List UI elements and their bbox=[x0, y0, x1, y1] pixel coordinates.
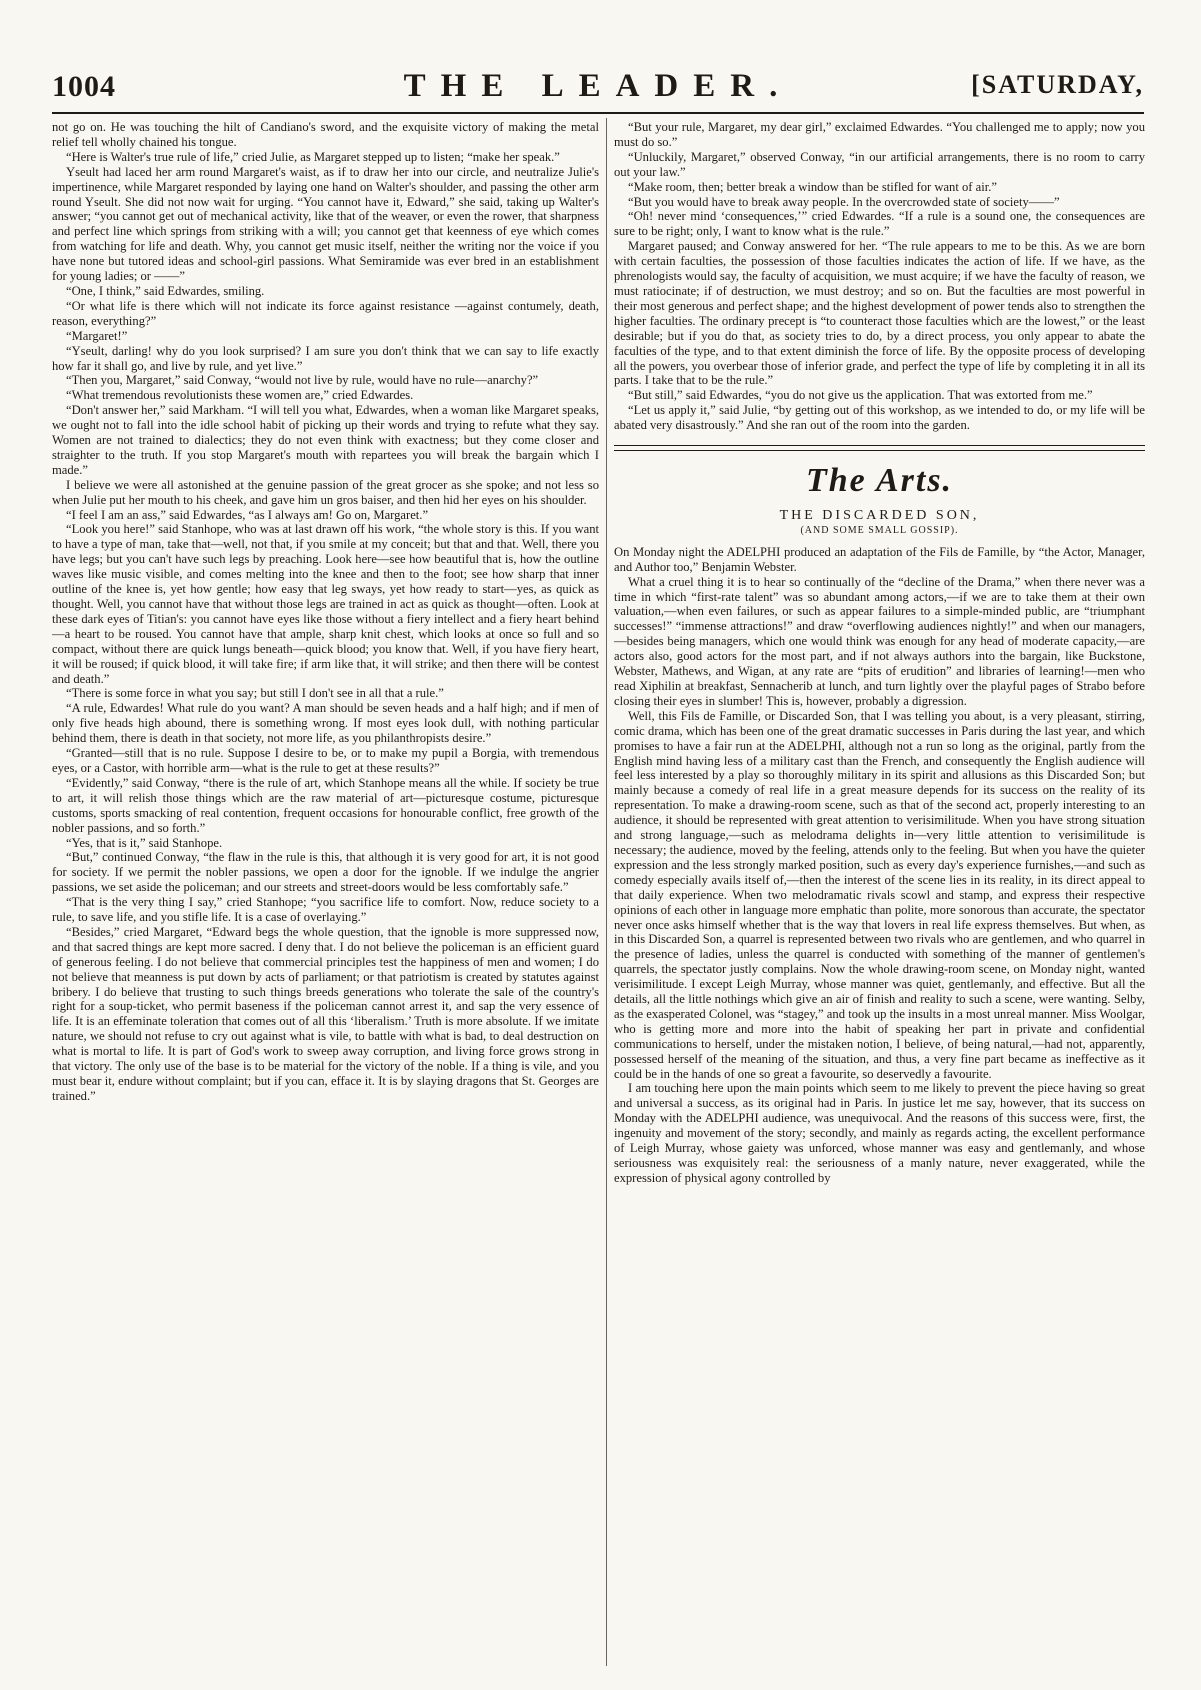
paragraph: “I feel I am an ass,” said Edwardes, “as I always am! Go on, Margaret.” bbox=[66, 507, 429, 522]
article-title: THE DISCARDED SON, bbox=[779, 508, 980, 524]
paragraph: “Look you here!” said Stanhope, who was at last drawn off his work, “the whole story is this. If you want to have a type of man, take that—well, not that, if you smile at my conceit; but that and that. Well, there you have legs; but you can't have such legs by preaching. Look here—see how beautiful that is, how the outline waves like music visible, and comes melting into the knee and then to the foot; see how sharp that inner outline of the knee is, yet how gentle; how easy that leg sways, yet how ready to start—yes, as quick as thought. Well, you cannot have that without those legs are trained in act as quick as thought—often. Look at these dark eyes of Titian's: you cannot have eyes like those without a fiery intellect and a fiery heart behind—a heart to be roused. You cannot have that ample, sharp knit chest, which looks at once so full and so compact, without there are quick lungs beneath—quick blood; you know that. Well, if you have fiery heart, it will be roused; if quick blood, it will take fire; if arm like that, it will strike; and then there will be contest and death.” bbox=[52, 522, 599, 686]
paragraph: not go on. He was touching the hilt of Candiano's sword, and the exquisite victory of making the metal relief tell wholly chained his tongue. bbox=[52, 120, 599, 149]
paragraph: “Yseult, darling! why do you look surprised? I am sure you don't think that we can say to life exactly how far it shall go, and live by rule, and yet live.” bbox=[52, 343, 599, 373]
section-heading: The Arts. bbox=[805, 462, 954, 500]
paragraph: “A rule, Edwardes! What rule do you want? A man should be seven heads and a half high; and if men of only five heads high abound, there is something wrong. If most eyes look dull, with nothing particular behind them, there is death in that society, not more life, as you philanthropists desire.” bbox=[52, 701, 599, 746]
paragraph: “Let us apply it,” said Julie, “by getting out of this workshop, as we intended to do, or my life will be abated very disastrously.” And she ran out of the room into the garden. bbox=[614, 403, 1145, 433]
right-column bbox=[614, 120, 1145, 1665]
paragraph: “Unluckily, Margaret,” observed Conway, “in our artificial arrangements, there is no room to carry out your law.” bbox=[614, 149, 1145, 179]
paragraph: “Yes, that is it,” said Stanhope. bbox=[66, 835, 223, 850]
paragraph: “But still,” said Edwardes, “you do not give us the application. That was extorted from me.” bbox=[628, 388, 1093, 403]
issue-day: [SATURDAY, bbox=[971, 70, 1144, 99]
masthead bbox=[52, 62, 1144, 110]
section-divider bbox=[614, 445, 1145, 451]
paragraph: “One, I think,” said Edwardes, smiling. bbox=[66, 283, 265, 298]
paragraph: Yseult had laced her arm round Margaret's waist, as if to draw her into our circle, and neutralize Julie's impertinence, while Margaret responded by laying one hand on Walter's shoulder, and passing the other arm round Yseult. She did not now wait for urging. “You cannot have it, Edward,” she said, taking up Walter's answer; “you cannot get out of mechanical activity, like that of the weaver, or even the rower, that sharpness and perfect line which springs from striking with a will; you cannot get that keenness of eye which comes from watching for life and death. Why, you cannot get music itself, neither the writing nor the voice if you have none but tutored ideas and school-girl passions. What Semiramide was ever bred in an establishment for young ladies; or ——” bbox=[52, 164, 599, 284]
paragraph: On Monday night the ADELPHI produced an adaptation of the Fils de Famille, by “the Actor, Manager, and Author too,” Benjamin Webster. bbox=[614, 544, 1145, 574]
paragraph: “Or what life is there which will not indicate its force against resistance —against contumely, death, reason, everything?” bbox=[52, 298, 599, 328]
paragraph: I am touching here upon the main points which seem to me likely to prevent the piece having so great and universal a success, as its original had in Paris. In justice let me say, however, that its success on Monday with the ADELPHI audience, was unequivocal. And the reasons of this success were, first, the ingenuity and movement of the story; secondly, and mainly as regards acting, the excellent performance of Leigh Murray, whose gaiety was unforced, whose manner was easy and gentlemanly, and whose seriousness was exquisitely real: the seriousness of a manly nature, never exaggerated, while the expression of physical agony controlled by bbox=[614, 1081, 1145, 1185]
paragraph: Margaret paused; and Conway answered for her. “The rule appears to me to be this. As we are born with certain faculties, the possession of those faculties indicates the action of life. If we have, as the phrenologists would say, the faculty of acquisition, we must acquire; if we have the faculty of reason, we must ratiocinate; if of destruction, we must destroy; and so on. But the faculties are most powerful in their most generous and perfect shape; and the highest development of power tends also to strengthen the higher faculties. The ordinary precept is “to counteract those faculties which are the lowest,” or the least desirable; but if you do that, as society tries to do, by a direct process, you only appear to abate the faculties of the type, and to that extent diminish the force of life. By the opposite process of developing all the powers, you overbear those of inferior grade, and perfect the type of life by completing it in all its parts. I take that to be the rule.” bbox=[614, 239, 1145, 388]
paragraph: “There is some force in what you say; but still I don't see in all that a rule.” bbox=[66, 686, 444, 701]
paragraph: “Make room, then; better break a window than be stifled for want of air.” bbox=[628, 179, 997, 194]
paragraph: “But,” continued Conway, “the flaw in the rule is this, that although it is very good for art, it is not good for society. If we permit the nobler passions, we open a door for the ignoble. If we indulge the angrier passions, we set aside the policeman; and our streets and street-doors would be less comfortably safe.” bbox=[52, 850, 599, 895]
paragraph: “But your rule, Margaret, my dear girl,” exclaimed Edwardes. “You challenged me to apply; now you must do so.” bbox=[614, 120, 1145, 149]
paragraph: What a cruel thing it is to hear so continually of the “decline of the Drama,” when there never was a time in which “first-rate talent” was so abundant among actors,—if we are to take them at their own valuation,—when even failures, or such as appear failures to a simple-minded public, are “triumphant successes!” “immense attractions!” and draw “overflowing audiences nightly!” and when our managers,—besides being managers, which one would think was enough for any head of moderate capacity,—are actors also, good actors for the most part, and if not always authors into the bargain, like Buckstone, Webster, Mathews, and Wigan, at any rate are “pits of erudition” and libraries of learning!—men who read Xiphilin at breakfast, Sennacherib at lunch, and turn lightly over the playful pages of Strabo before closing their eyes in slumber! This is, however, probably a digression. bbox=[614, 574, 1145, 708]
paragraph: “What tremendous revolutionists these women are,” cried Edwardes. bbox=[66, 388, 414, 403]
paragraph: “Margaret!” bbox=[66, 328, 128, 343]
paragraph: “That is the very thing I say,” cried Stanhope; “you sacrifice life to comfort. Now, reduce society to a rule, to save life, and you stifle life. It is a case of overlaying.” bbox=[52, 895, 599, 925]
paragraph: “Granted—still that is no rule. Suppose I desire to be, or to make my pupil a Borgia, with tremendous eyes, or a Castor, with horrible arm—what is the rule to get at these results?” bbox=[52, 746, 599, 775]
header-rule bbox=[52, 112, 1144, 114]
page-number: 1004 bbox=[52, 70, 116, 103]
paragraph: Well, this Fils de Famille, or Discarded Son, that I was telling you about, is a very pleasant, stirring, comic drama, which has been one of the great dramatic successes in Paris during the last year, and which promises to have a fair run at the ADELPHI, although not a run so long as the original, partly from the English mind having less of a military cast than the French, and consequently the English audience will feel less interested by a play so thoroughly military in its spirit and allusions as this Discarded Son; but mainly because a comedy of real life in a great measure depends for its success on the reality of its representation. To make a drawing-room scene, such as that of the second act, properly interesting to an audience, it should be represented with great attention to verisimilitude. When you have strong situation and strong language,—such as melodrama delights in—very little attention to verisimilitude is necessary; the audience, moved by the feeling, attends only to the feeling. But when you have the quieter expression and the less strongly marked position, such as every day's experience furnishes,—and such as comedy especially avails itself of,—then the interest of the scene lies in its reality, in its direct appeal to that daily experience. When two melodramatic rivals scowl and stamp, and express their respective opinions of each other in language more emphatic than polite, more sonorous than accurate, the spectator never once asks himself whether that is the way that lovers in real life express themselves. But when, as in this Discarded Son, a quarrel is represented between two rivals who are gentlemen, and who quarrel in the presence of ladies, unless the quarrel is conducted with something of the manner of gentlemen's quarrels, the spectator justly complains. Now the whole drawing-room scene, on Monday night, wanted verisimilitude. I except Leigh Murray, whose manner was quiet, gentlemanly, and effective. But all the details, all the little nothings which give an air of finish and reality to such a scene, were wanting. Selby, as the exasperated Colonel, was “stagey,” and took up the insults in a most unreal manner. Miss Woolgar, who is getting more and more into the habit of speaking her part in private and confidential communications to herself, under the mistaken notion, I believe, of being natural,—had not, apparently, possessed herself of the meaning of the situation, and thus, a very fine part became as ineffective as it could be in the hands of one so great a favourite, so deservedly a favourite. bbox=[614, 708, 1145, 1081]
left-column bbox=[52, 120, 599, 1665]
paragraph: “Here is Walter's true rule of life,” cried Julie, as Margaret stepped up to listen; “make her speak.” bbox=[66, 149, 560, 164]
article-subtitle: (AND SOME SMALL GOSSIP). bbox=[800, 524, 959, 536]
paragraph: I believe we were all astonished at the genuine passion of the great grocer as she spoke; and not less so when Julie put her mouth to his cheek, and gave him un gros baiser, and then hid her eyes on his shoulder. bbox=[52, 477, 599, 507]
paragraph: “Besides,” cried Margaret, “Edward begs the whole question, that the ignoble is more suppressed now, and that sacred things are kept more sacred. I deny that. I do not believe the policeman is an efficient guard of generous feeling. I do not believe that commercial principles test the happiness of men and women; I do not believe that meanness is put down by acts of parliament; or that patriotism is created by statutes against bribery. I do believe that trusting to such things breeds generations who tolerate the sale of the country's right for a soup-ticket, who permit baseness if the policeman cannot arrest it, and sap the very essence of life. It is an effeminate toleration that comes out of all this ‘liberalism.’ Truth is more absolute. If we imitate nature, we should not refuse to cry out against what is vile, to battle with what is bad, to deal destruction on what is mortal to life. It is part of God's work to sweep away corruption, and living force grows strong in that victory. The only use of the base is to be material for the victory of the noble. If a thing is vile, and you must bear it, endure without complaint; but if you can, efface it. It is by slaying dragons that St. Georges are trained.” bbox=[52, 924, 599, 1103]
paragraph: “Evidently,” said Conway, “there is the rule of art, which Stanhope means all the while. If society be true to art, it will relish those things which are the raw material of art—picturesque costume, picturesque customs, sports smacking of real contention, frequent occasions for honourable conflict, free growth of the nobler passions, and so forth.” bbox=[52, 775, 599, 835]
paragraph: “Then you, Margaret,” said Conway, “would not live by rule, would have no rule—anarchy?” bbox=[66, 373, 539, 388]
paragraph: “Oh! never mind ‘consequences,’” cried Edwardes. “If a rule is a sound one, the consequences are sure to be right; only, I want to know what is the rule.” bbox=[614, 209, 1145, 239]
newspaper-title: THE LEADER. bbox=[403, 68, 793, 104]
column-divider bbox=[606, 118, 607, 1666]
paragraph: “But you would have to break away people. In the overcrowded state of society——” bbox=[628, 194, 1060, 209]
paragraph: “Don't answer her,” said Markham. “I will tell you what, Edwardes, when a woman like Margaret speaks, we ought not to fall into the idle school habit of picking up their words and trying to refute what they say. Women are not trained to dialectics; they do not even think with exactness; but they come closer and straighter to the truth. If you stop Margaret's mouth with repartees you will break the bargain which I made.” bbox=[52, 403, 599, 477]
